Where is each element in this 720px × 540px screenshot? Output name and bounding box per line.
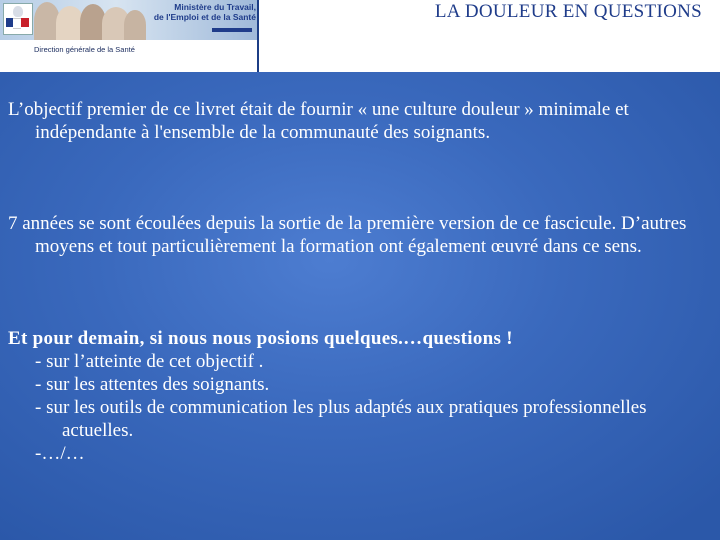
questions-list — [8, 350, 708, 465]
staff-photo-strip — [34, 0, 144, 40]
list-item: - sur les outils de communication les plus adaptés aux pratiques professionnelles actuelles. — [35, 397, 647, 441]
slide-title: LA DOULEUR EN QUESTIONS — [434, 1, 702, 22]
header-divider — [257, 0, 259, 72]
paragraph-questions — [8, 327, 708, 465]
questions-heading: Et pour demain, si nous nous posions quelques.…questions ! — [8, 328, 513, 349]
ministry-logo-bar — [212, 28, 252, 32]
ministry-name-line1: Ministère du Travail, — [174, 2, 256, 12]
list-item: - sur les attentes des soignants. — [35, 374, 270, 395]
direction-label: Direction générale de la Santé — [34, 45, 135, 54]
marianne-logo-icon — [3, 3, 33, 35]
ministry-logo-banner — [0, 0, 258, 40]
paragraph-history: 7 années se sont écoulées depuis la sortie de la première version de ce fascicule. D’autres moyens et tout particulièrement la formation ont également œuvré dans ce sens. — [8, 213, 687, 257]
list-item: -…/… — [35, 443, 85, 464]
list-item: - sur l’atteinte de cet objectif . — [35, 351, 264, 372]
ministry-name-line2: de l'Emploi et de la Santé — [153, 12, 256, 22]
paragraph-objective: L’objectif premier de ce livret était de fournir « une culture douleur » minimale et indépendante à l'ensemble de la communauté des soignants. — [8, 99, 629, 143]
slide-header — [0, 0, 720, 72]
ministry-name — [140, 2, 256, 22]
